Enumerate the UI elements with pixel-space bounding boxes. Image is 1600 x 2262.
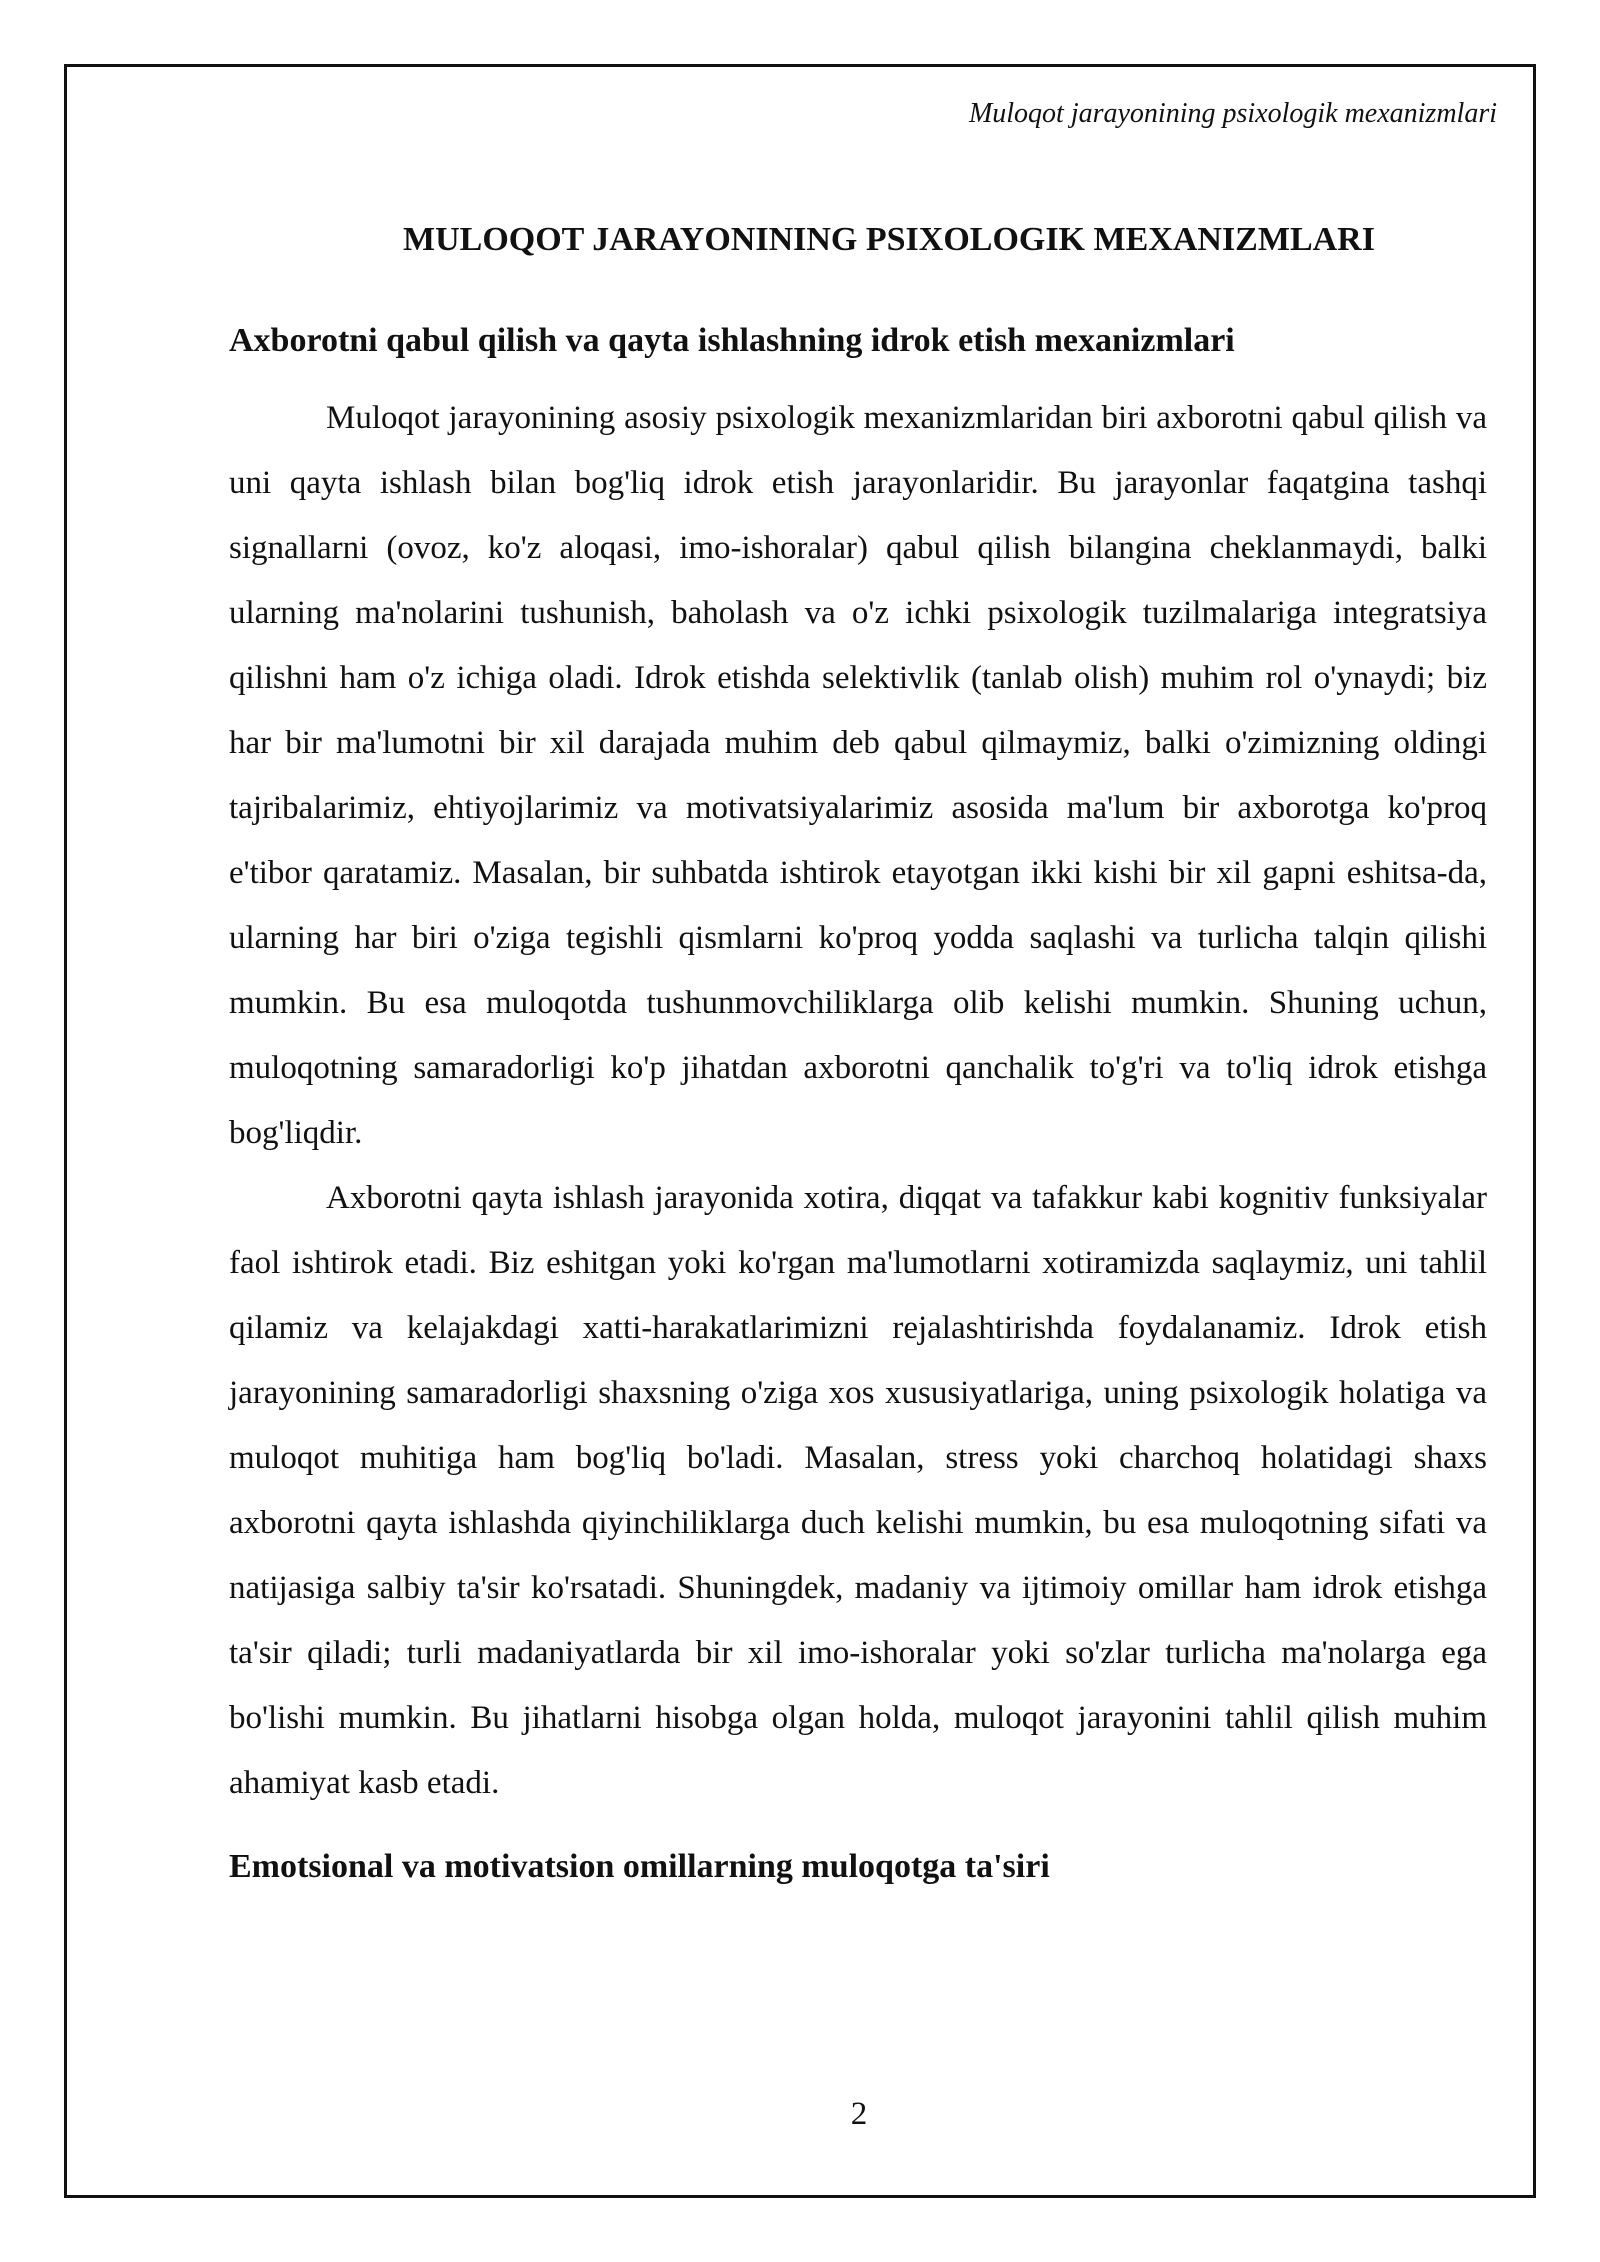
running-header: Muloqot jarayonining psixologik mexanizmlari	[968, 98, 1497, 129]
page-number	[0, 2094, 1600, 2134]
section-heading-perception: Axborotni qabul qilish va qayta ishlashning idrok etish mexanizmlari	[229, 322, 1235, 359]
paragraph-perception-1: Muloqot jarayonining asosiy psixologik mexanizmlaridan biri axborotni qabul qilish va uni qayta ishlash bilan bog'liq idrok etish jarayonlaridir. Bu jarayonlar faqatgina tashqi signallarni (ovoz, ko'z aloqasi, imo-ishoralar) qabul qilish bilangina cheklanmaydi, balki ularning ma'nolarini tushunish, baholash va o'z ichki psixologik tuzilmalariga integratsiya qilishni ham o'z ichiga oladi. Idrok etishda selektivlik (tanlab olish) muhim rol o'ynaydi; biz har bir ma'lumotni bir xil darajada muhim deb qabul qilmaymiz, balki o'zimizning oldingi tajribalarimiz, ehtiyojlarimiz va motivatsiyalarimiz asosida ma'lum bir axborotga ko'proq e'tibor qaratamiz. Masalan, bir suhbatda ishtirok etayotgan ikki kishi bir xil gapni eshitsa-da, ularning har biri o'ziga tegishli qismlarni ko'proq yodda saqlashi va turlicha talqin qilishi mumkin. Bu esa muloqotda tushunmovchiliklarga olib kelishi mumkin. Shuning uchun, muloqotning samaradorligi ko'p jihatdan axborotni qanchalik to'g'ri va to'liq idrok etishga bog'liqdir.	[229, 400, 1487, 1151]
paragraph-perception-2: Axborotni qayta ishlash jarayonida xotira, diqqat va tafakkur kabi kognitiv funksiyalar faol ishtirok etadi. Biz eshitgan yoki ko'rgan ma'lumotlarni xotiramizda saqlaymiz, uni tahlil qilamiz va kelajakdagi xatti-harakatlarimizni rejalashtirishda foydalanamiz. Idrok etish jarayonining samaradorligi shaxsning o'ziga xos xususiyatlariga, uning psixologik holatiga va muloqot muhitiga ham bog'liq bo'ladi. Masalan, stress yoki charchoq holatidagi shaxs axborotni qayta ishlashda qiyinchiliklarga duch kelishi mumkin, bu esa muloqotning sifati va natijasiga salbiy ta'sir ko'rsatadi. Shuningdek, madaniy va ijtimoiy omillar ham idrok etishga ta'sir qiladi; turli madaniyatlarda bir xil imo-ishoralar yoki so'zlar turlicha ma'nolarga ega bo'lishi mumkin. Bu jihatlarni hisobga olgan holda, muloqot jarayonini tahlil qilish muhim ahamiyat kasb etadi.	[229, 1180, 1487, 1801]
section-heading-emotional: Emotsional va motivatsion omillarning muloqotga ta'siri	[229, 1848, 1050, 1885]
document-title: MULOQOT JARAYONINING PSIXOLOGIK MEXANIZMLARI	[403, 221, 1375, 258]
document-body	[229, 212, 1487, 1891]
page-number-text: 2	[850, 2096, 868, 2132]
